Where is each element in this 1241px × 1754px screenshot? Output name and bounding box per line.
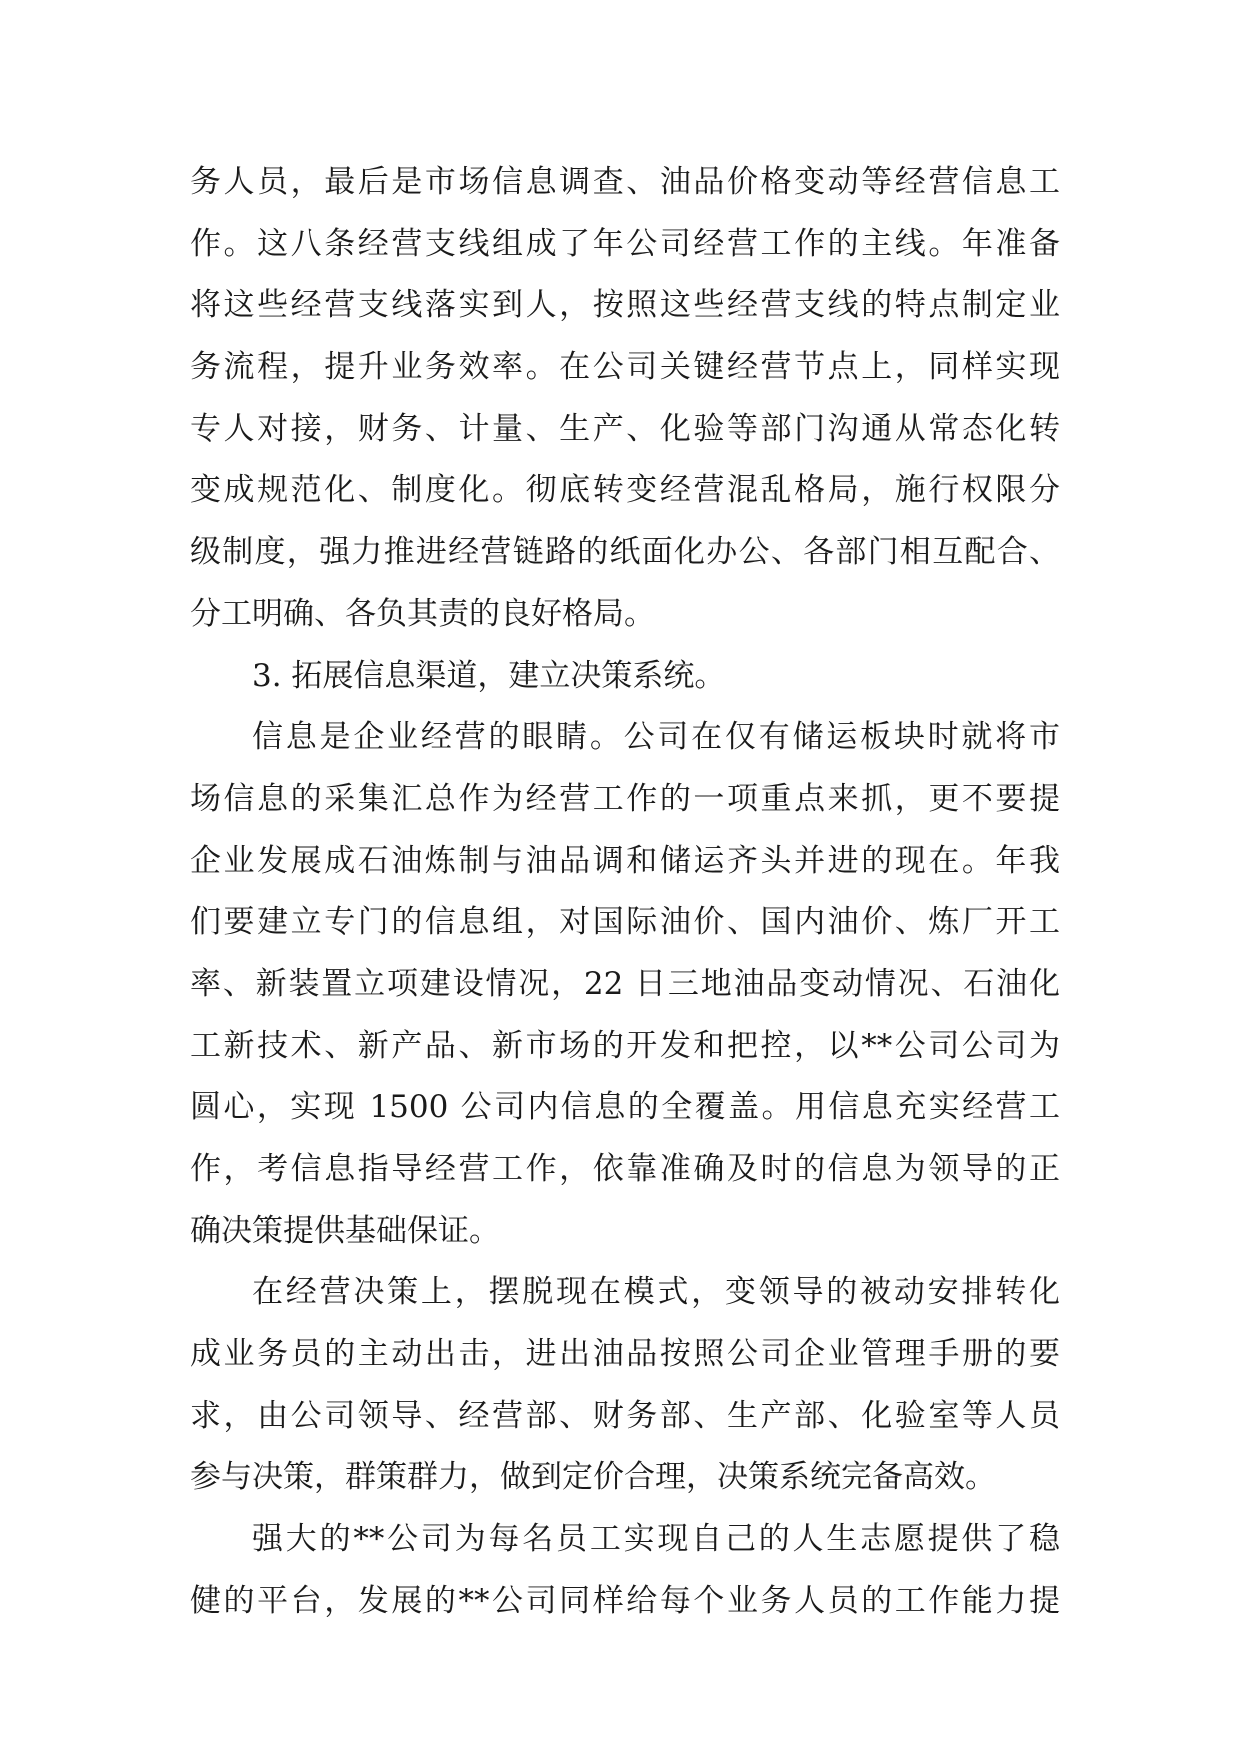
body-line: 率、新装置立项建设情况，22 日三地油品变动情况、石油化 <box>190 965 1060 1002</box>
body-line: 作，考信息指导经营工作，依靠准确及时的信息为领导的正 <box>190 1151 1060 1187</box>
document-body <box>190 152 1060 1633</box>
body-line: 参与决策，群策群力，做到定价合理，决策系统完备高效。 <box>190 1459 996 1496</box>
body-line: 确决策提供基础保证。 <box>190 1212 500 1249</box>
body-line: 变成规范化、制度化。彻底转变经营混乱格局，施行权限分 <box>190 472 1060 509</box>
body-line: 场信息的采集汇总作为经营工作的一项重点来抓，更不要提 <box>190 780 1060 817</box>
body-line: 务人员，最后是市场信息调查、油品价格变动等经营信息工 <box>190 164 1060 200</box>
paragraph-first-line: 在经营决策上，摆脱现在模式，变领导的被动安排转化 <box>252 1274 1060 1311</box>
paragraph-first-line: 信息是企业经营的眼睛。公司在仅有储运板块时就将市 <box>252 719 1060 756</box>
body-line: 务流程，提升业务效率。在公司关键经营节点上，同样实现 <box>190 349 1060 386</box>
body-line: 圆心，实现 1500 公司内信息的全覆盖。用信息充实经营工 <box>190 1089 1060 1126</box>
body-line: 分工明确、各负其责的良好格局。 <box>190 595 655 632</box>
body-line: 将这些经营支线落实到人，按照这些经营支线的特点制定业 <box>190 287 1060 324</box>
body-line: 成业务员的主动出击，进出油品按照公司企业管理手册的要 <box>190 1336 1060 1373</box>
body-line: 工新技术、新产品、新市场的开发和把控，以**公司公司为 <box>190 1027 1060 1064</box>
section-heading: 3. 拓展信息渠道，建立决策系统。 <box>252 657 726 694</box>
body-line: 健的平台，发展的**公司同样给每个业务人员的工作能力提 <box>190 1582 1060 1619</box>
body-line: 企业发展成石油炼制与油品调和储运齐头并进的现在。年我 <box>190 842 1060 879</box>
body-line: 作。这八条经营支线组成了年公司经营工作的主线。年准备 <box>190 225 1060 262</box>
body-line: 级制度，强力推进经营链路的纸面化办公、各部门相互配合、 <box>190 534 1060 571</box>
body-line: 专人对接，财务、计量、生产、化验等部门沟通从常态化转 <box>190 410 1060 447</box>
body-line: 们要建立专门的信息组，对国际油价、国内油价、炼厂开工 <box>190 904 1060 941</box>
body-line: 求，由公司领导、经营部、财务部、生产部、化验室等人员 <box>190 1397 1060 1434</box>
paragraph-first-line: 强大的**公司为每名员工实现自己的人生志愿提供了稳 <box>252 1521 1060 1558</box>
